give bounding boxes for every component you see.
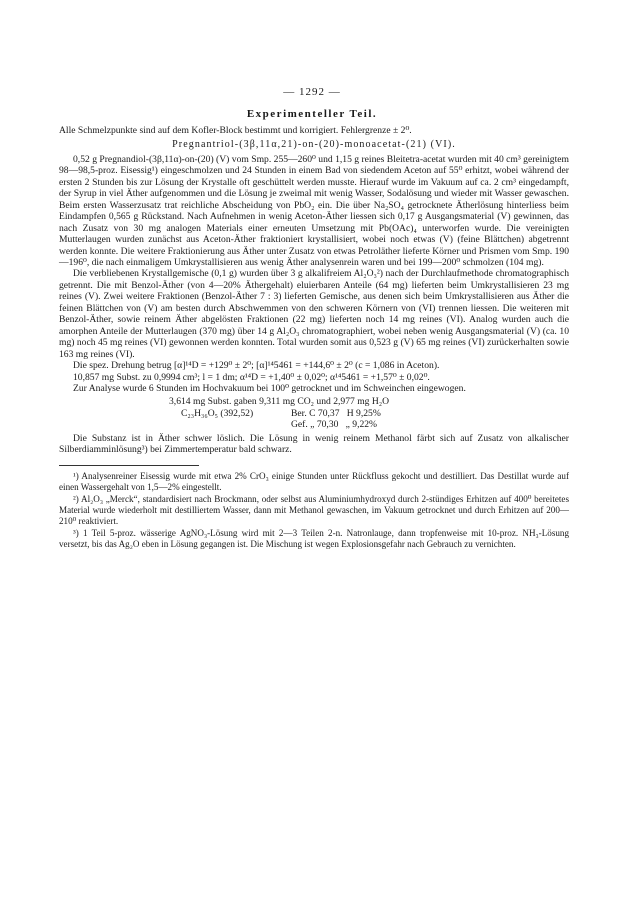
document-body: [59, 125, 569, 551]
footnote: ¹) Analysenreiner Eisessig wurde mit etwa 2% CrO₃ einige Stunden unter Rückfluss gekocht und destilliert. Das Destillat wurde auf einen Wassergehalt von 1,5—2% eingestellt.: [59, 470, 569, 492]
rotation-text: Die spez. Drehung betrug [α]¹⁴D = +129⁰ ± 2⁰; [α]¹⁴5461 = +144,6⁰ ± 2⁰ (c = 1,086 in Aceton).: [73, 360, 440, 372]
found-values: Gef. „ 70,30 „ 9,22%: [291, 419, 378, 431]
calculated-values: Ber. C 70,37 H 9,25%: [291, 407, 381, 419]
molecular-formula: C₂₃H₃₆O₅ (392,52): [181, 407, 254, 419]
footnote-divider: [59, 465, 199, 466]
section-title: Experimenteller Teil.: [246, 108, 378, 120]
analysis-line: 3,614 mg Subst. gaben 9,311 mg CO₂ und 2,977 mg H₂O: [169, 396, 390, 408]
elemental-analysis: [59, 396, 569, 430]
analysis-intro: Zur Analyse wurde 6 Stunden im Hochvakuum bei 100⁰ getrocknet und im Schweinchen eingewogen.: [73, 382, 466, 394]
footnote: ³) 1 Teil 5-proz. wässerige AgNO₃-Lösung wird mit 2—3 Teilen 2-n. Natronlauge, dann tropfenweise mit 10-proz. NH₃-Lösung versetzt, bis das Ag₂O eben in Lösung gegangen ist. Die Mischung ist wegen Explosionsgefahr nach Gebrauch zu vernichten.: [59, 527, 569, 549]
rotation-measurement: 10,857 mg Subst. zu 0,9994 cm³; l = 1 dm; α¹⁴D = +1,40⁰ ± 0,02⁰; α¹⁴5461 = +1,57⁰ ± 0,02⁰.: [73, 371, 430, 383]
page-number: — 1292 —: [283, 86, 341, 98]
intro-text: Alle Schmelzpunkte sind auf dem Kofler-Block bestimmt und korrigiert. Fehlergrenze ± 2⁰.: [59, 125, 412, 136]
compound-heading: Pregnantriol-(3β,11α,21)-on-(20)-monoacetat-(21) (VI).: [172, 139, 456, 151]
closing-text: Die Substanz ist in Äther schwer löslich. Die Lösung in wenig reinem Methanol färbt sich auf Zusatz von alkalischer Silberdiamminlösung³) bei Zimmertemperatur bald schwarz.: [59, 432, 569, 456]
paragraph: 0,52 g Pregnandiol-(3β,11α)-on-(20) (V) vom Smp. 255—260⁰ und 1,15 g reines Bleitetra-acetat wurden mit 40 cm³ gereinigtem 98—98,5-proz. Eisessig¹) eingeschmolzen und 24 Stunden in einem Bad von siedendem Aceton auf 55⁰ erhitzt, wobei während der ersten 2 Stunden bis zur Lösung der Krystalle oft geschüttelt werden musste. Hierauf wurde im Vakuum auf ca. 2 cm³ eingedampft, der Syrup in viel Äther aufgenommen und die Lösung je zweimal mit wenig Wasser, Sodalösung und wieder mit Wasser gewaschen. Beim ersten Wasserzusatz trat reichliche Abscheidung von PbO₂ ein. Die über Na₂SO₄ getrocknete Ätherlösung hinterliess beim Eindampfen 0,565 g Rückstand. Nach Aufnehmen in wenig Aceton-Äther liessen sich 0,17 g Ausgangsmaterial (V) gewinnen, das nach Zusatz von 30 mg analogen Materials einer erneuten Umsetzung mit Pb(OAc)₄ unterworfen wurde. Die vereinigten Mutterlaugen wurden zunächst aus Aceton-Äther fraktioniert krystallisiert, wobei noch etwas (V) (feine Blättchen) abgetrennt werden konnte. Die weitere Fraktionierung aus Äther unter Zusatz von etwas Petroläther lieferte Körner und Prismen vom Smp. 190—196⁰, die nach einmaligem Umkrystallisieren aus wenig Äther analysenrein waren und bei 199—200⁰ schmolzen (104 mg).: [59, 153, 569, 268]
paragraph: Die verbliebenen Krystallgemische (0,1 g) wurden über 3 g alkalifreiem Al₂O₃²) nach der Durchlaufmethode chromatographisch getrennt. Die mit Benzol-Äther (von 4—20% Äthergehalt) eluierbaren Anteile (64 mg) lieferten beim Umkrystallisieren 23 mg reines (V). Zwei weitere Fraktionen (Benzol-Äther 7 : 3) lieferten Gemische, aus denen sich beim Umkrystallisieren aus Äther die feinen Blättchen von (V) am besten durch Abschwemmen von den schweren Körnern von (VI) trennen liessen. Die weiteren mit Benzol-Äther, sowie reinem Äther abgelösten Fraktionen (22 mg) lieferten noch 14 mg reines (VI). Analog wurden auch die amorphen Anteile der Mutterlaugen (370 mg) über 14 g Al₂O₃ chromatographiert, wobei neben wenig Ausgangsmaterial (V) (ca. 10 mg) noch 45 mg reines (VI) gewonnen werden konnten. Total wurden somit aus 0,523 g (V) 65 mg reines (VI) zurückerhalten sowie 163 mg reines (VI).: [59, 268, 569, 360]
footnote: ²) Al₂O₃ „Merck“, standardisiert nach Brockmann, oder selbst aus Aluminiumhydroxyd durch 2-stündiges Erhitzen auf 400⁰ bereitetes Material wurde wiederholt mit destilliertem Wasser, dann mit Methanol gewaschen, im Vakuum getrocknet und durch Erhitzen auf 200—210⁰ reaktiviert.: [59, 493, 569, 526]
